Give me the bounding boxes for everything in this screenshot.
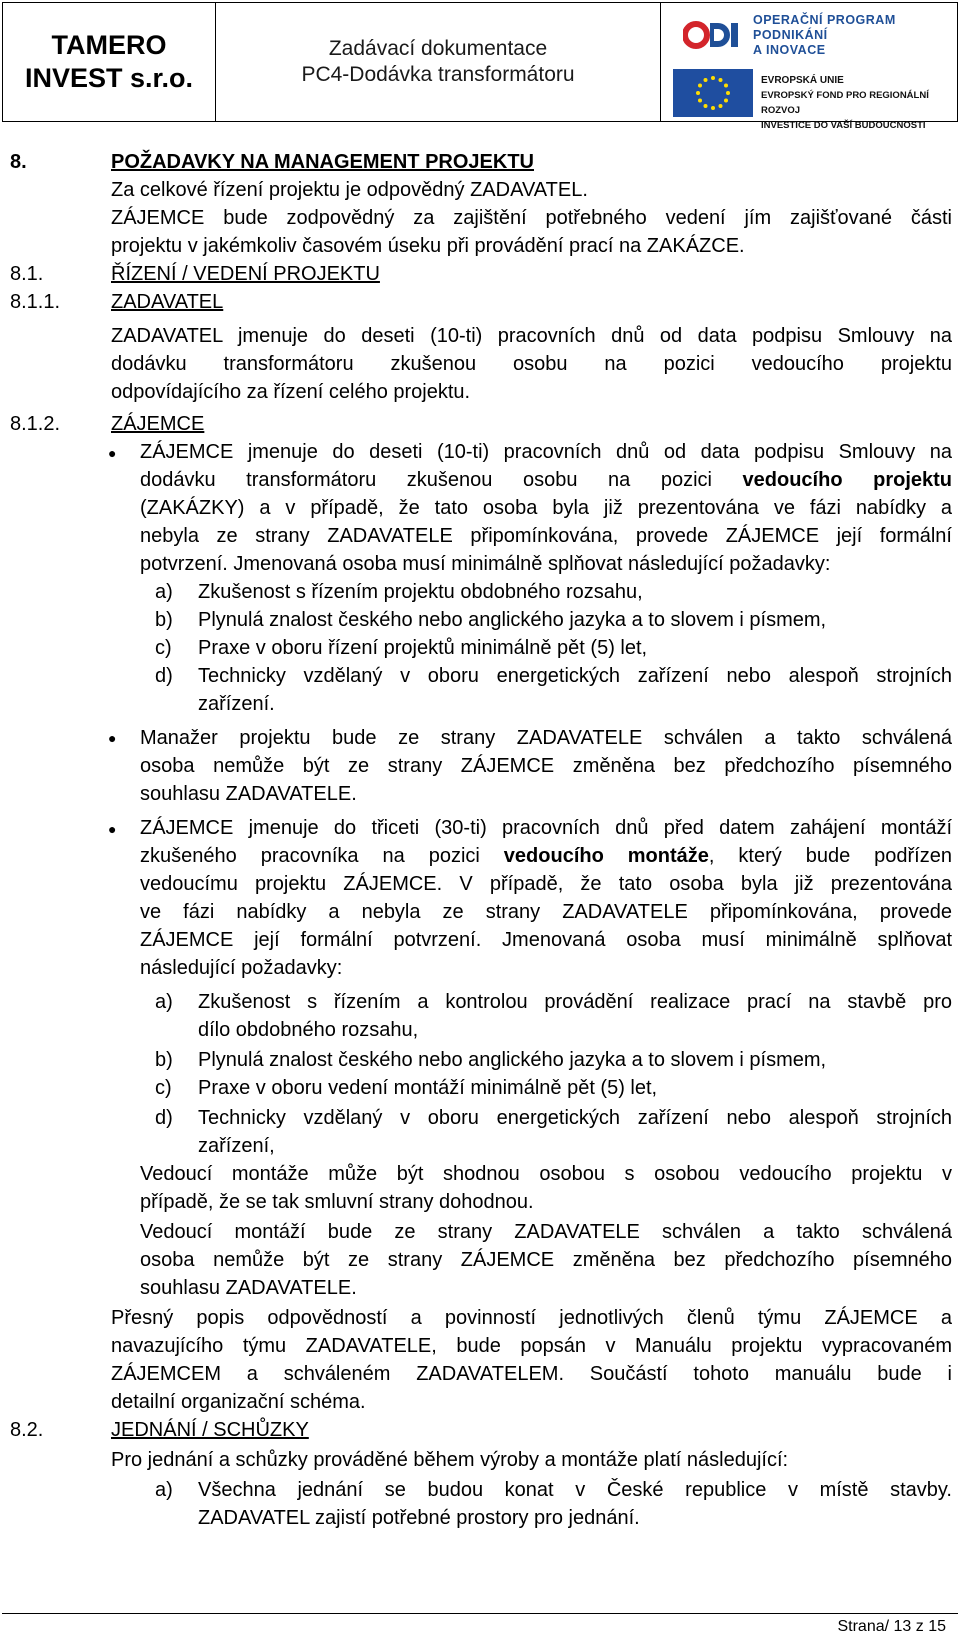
section-heading: ŘÍZENÍ / VEDENÍ PROJEKTU bbox=[111, 263, 380, 285]
eu-line-1: EVROPSKÁ UNIE bbox=[761, 75, 844, 86]
list-marker: b) bbox=[155, 609, 173, 631]
bullet-line: vedoucímu projektu ZÁJEMCE. V případě, že tato osoba byla již prezentována bbox=[140, 873, 952, 895]
bullet-icon: ● bbox=[108, 821, 117, 837]
opi-line-3: A INOVACE bbox=[753, 43, 826, 57]
paragraph-line: Přesný popis odpovědností a povinností jednotlivých členů týmu ZÁJEMCE a bbox=[111, 1307, 952, 1329]
page-number: Strana/ 13 z 15 bbox=[837, 1618, 946, 1635]
section-number: 8. bbox=[10, 151, 27, 173]
bullet-line: osoba nemůže být ze strany ZÁJEMCE změněna bez předchozího písemného bbox=[140, 755, 952, 777]
bullet-line: ZÁJEMCE jmenuje do deseti (10-ti) pracovních dnů od data podpisu Smlouvy na bbox=[140, 441, 952, 463]
bullet-line: (ZAKÁZKY) a v případě, že tato osoba byla již prezentována ve fázi nabídky a bbox=[140, 497, 952, 519]
opi-line-2: PODNIKÁNÍ bbox=[753, 28, 828, 42]
paragraph-line: ZÁJEMCEM a schváleném ZADAVATELEM. Součástí tohoto manuálu bude i bbox=[111, 1363, 952, 1385]
section-number: 8.1.1. bbox=[10, 291, 61, 313]
list-item: zařízení. bbox=[198, 693, 275, 715]
section-heading: JEDNÁNÍ / SCHŮZKY bbox=[111, 1419, 309, 1441]
list-marker: a) bbox=[155, 581, 173, 603]
page-header bbox=[2, 2, 958, 131]
paragraph-line: dodávku transformátoru zkušenou osobu na pozici vedoucího projektu bbox=[111, 353, 952, 375]
doc-title-line-2: PC4-Dodávka transformátoru bbox=[301, 63, 575, 86]
bold-term: vedoucího projektu bbox=[742, 469, 952, 491]
list-marker: a) bbox=[155, 991, 173, 1013]
list-marker: b) bbox=[155, 1049, 173, 1071]
paragraph-line: Za celkové řízení projektu je odpovědný ZADAVATEL. bbox=[111, 179, 588, 201]
bullet-line: následující požadavky: bbox=[140, 957, 343, 979]
opi-logo-text bbox=[753, 13, 896, 58]
list-item: Plynulá znalost českého nebo anglického jazyka a to slovem i písmem, bbox=[198, 1049, 827, 1071]
section-heading: ZADAVATEL bbox=[111, 291, 224, 313]
paragraph-line: projektu v jakémkoliv časovém úseku při provádění prací na ZAKÁZCE. bbox=[111, 235, 745, 257]
paragraph-line: Vedoucí montáže může být shodnou osobou s osobou vedoucího projektu v bbox=[140, 1163, 952, 1185]
bullet-line: souhlasu ZADAVATELE. bbox=[140, 783, 357, 805]
paragraph-line: Pro jednání a schůzky prováděné během výroby a montáže platí následující: bbox=[111, 1449, 789, 1471]
bullet-line: ZÁJEMCE její formální potvrzení. Jmenovaná osoba musí minimálně splňovat bbox=[140, 929, 952, 951]
bullet-line bbox=[140, 842, 952, 870]
paragraph-line: osoba nemůže být ze strany ZÁJEMCE změněna bez předchozího písemného bbox=[140, 1249, 952, 1271]
bullet-line: ZÁJEMCE jmenuje do třiceti (30-ti) pracovních dnů před datem zahájení montáží bbox=[140, 817, 952, 839]
list-item: Praxe v oboru vedení montáží minimálně pět (5) let, bbox=[198, 1077, 658, 1099]
paragraph-line: souhlasu ZADAVATELE. bbox=[140, 1277, 357, 1299]
bullet-icon: ● bbox=[108, 730, 117, 746]
section-number: 8.1. bbox=[10, 263, 44, 285]
bullet-icon: ● bbox=[108, 445, 117, 461]
paragraph-line: případě, že se tak smluvní strany dohodnou. bbox=[140, 1191, 534, 1213]
list-marker: d) bbox=[155, 1107, 173, 1129]
text-run: , který bude podřízen bbox=[708, 845, 952, 867]
bullet-line: ve fázi nabídky a nebyla ze strany ZADAVATELE připomínkována, provede bbox=[140, 901, 952, 923]
paragraph-line: ZADAVATEL jmenuje do deseti (10-ti) pracovních dnů od data podpisu Smlouvy na bbox=[111, 325, 952, 347]
list-item: Všechna jednání se budou konat v České republice v místě stavby. bbox=[198, 1479, 952, 1501]
list-item: ZADAVATEL zajistí potřebné prostory pro jednání. bbox=[198, 1507, 640, 1529]
list-item: dílo obdobného rozsahu, bbox=[198, 1019, 419, 1041]
list-item: Plynulá znalost českého nebo anglického jazyka a to slovem i písmem, bbox=[198, 609, 827, 631]
eu-logo-text bbox=[761, 73, 957, 133]
section-number: 8.1.2. bbox=[10, 413, 61, 435]
paragraph-line: navazujícího týmu ZADAVATELE, bude popsán v Manuálu projektu vypracovaném bbox=[111, 1335, 952, 1357]
list-item: Praxe v oboru řízení projektů minimálně pět (5) let, bbox=[198, 637, 648, 659]
company-line-2: INVEST s.r.o. bbox=[24, 63, 194, 93]
paragraph-line: Vedoucí montáží bude ze strany ZADAVATELE schválen a takto schválená bbox=[140, 1221, 952, 1243]
section-heading: ZÁJEMCE bbox=[111, 413, 205, 435]
doc-title-line-1: Zadávací dokumentace bbox=[328, 37, 548, 60]
eu-line-3: INVESTICE DO VAŠÍ BUDOUCNOSTI bbox=[761, 120, 926, 131]
bullet-line: Manažer projektu bude ze strany ZADAVATELE schválen a takto schválená bbox=[140, 727, 952, 749]
funding-logos bbox=[661, 3, 957, 131]
list-marker: d) bbox=[155, 665, 173, 687]
list-item: Technicky vzdělaný v oboru energetických zařízení nebo alespoň strojních bbox=[198, 665, 952, 687]
bullet-line bbox=[140, 466, 952, 494]
list-marker: a) bbox=[155, 1479, 173, 1501]
document-title bbox=[216, 3, 661, 121]
bullet-line: nebyla ze strany ZADAVATELE připomínkována, provede ZÁJEMCE její formální bbox=[140, 525, 952, 547]
section-number: 8.2. bbox=[10, 1419, 44, 1441]
section-heading: POŽADAVKY NA MANAGEMENT PROJEKTU bbox=[111, 151, 534, 173]
eu-line-2: EVROPSKÝ FOND PRO REGIONÁLNÍ ROZVOJ bbox=[761, 90, 929, 116]
eu-flag-icon bbox=[673, 69, 753, 117]
list-item: Zkušenost s řízením projektu obdobného rozsahu, bbox=[198, 581, 643, 603]
list-item: Technicky vzdělaný v oboru energetických zařízení nebo alespoň strojních bbox=[198, 1107, 952, 1129]
opi-logo-icon bbox=[683, 15, 743, 55]
company-line-1: TAMERO bbox=[51, 30, 167, 60]
list-item: zařízení, bbox=[198, 1135, 275, 1157]
text-run: dodávku transformátoru zkušenou osobu na pozici bbox=[140, 469, 712, 491]
footer-divider bbox=[2, 1613, 958, 1614]
paragraph-line: detailní organizační schéma. bbox=[111, 1391, 366, 1413]
list-marker: c) bbox=[155, 1077, 172, 1099]
bullet-line: potvrzení. Jmenovaná osoba musí minimálně splňovat následující požadavky: bbox=[140, 553, 831, 575]
list-item: Zkušenost s řízením a kontrolou provádění realizace prací na stavbě pro bbox=[198, 991, 952, 1013]
bold-term: vedoucího montáže bbox=[503, 845, 709, 867]
text-run: zkušeného pracovníka na pozici bbox=[140, 845, 480, 867]
paragraph-line: ZÁJEMCE bude zodpovědný za zajištění potřebného vedení jím zajišťované části bbox=[111, 207, 952, 229]
opi-line-1: OPERAČNÍ PROGRAM bbox=[753, 13, 896, 27]
paragraph-line: odpovídajícího za řízení celého projektu. bbox=[111, 381, 471, 403]
list-marker: c) bbox=[155, 637, 172, 659]
company-name bbox=[3, 3, 216, 121]
